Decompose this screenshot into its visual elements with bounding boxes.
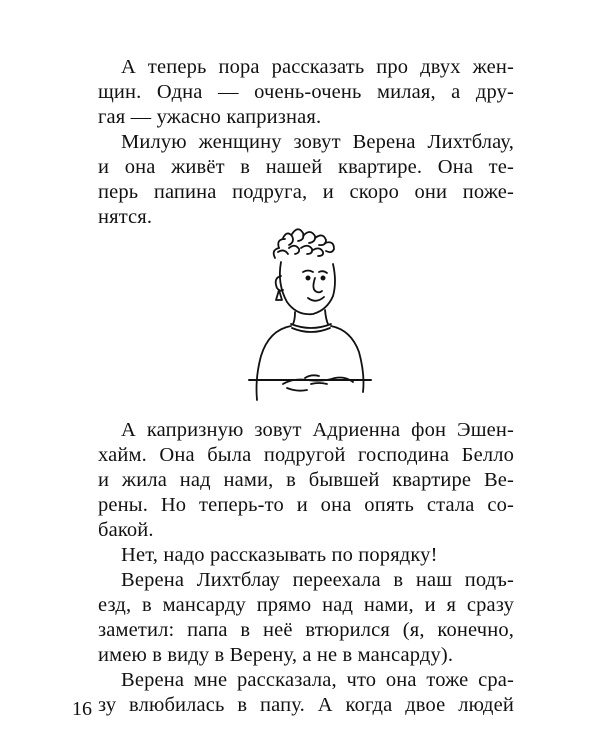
text-line: езд, в мансарду прямо над нами, и я сразу [98,594,514,616]
text-line: хайм. Она была подругой господина Белло [98,444,514,466]
text-line: А капризную зовут Адриенна фон Эшен- [121,419,514,441]
page-number: 16 [72,698,92,720]
text-line: Милую женщину зовут Верена Лихтблау, [121,131,514,153]
text-line: перь папина подруга, и скоро они поже- [98,181,514,203]
text-line: Верена Лихтблау переехала в наш подъ- [121,569,514,591]
text-line: и она живёт в нашей квартире. Она те- [98,156,514,178]
text-line: щин. Одна — очень-очень милая, а дру- [98,81,514,103]
text-line: гая — ужасно капризная. [98,106,322,128]
text-line: заметил: папа в неё втюрился (я, конечно, [98,619,514,641]
text-line: А теперь пора рассказать про двух жен- [121,56,514,78]
text-line: бакой. [98,519,154,541]
text-line: нятся. [98,206,153,228]
text-line: Нет, надо рассказывать по порядку! [121,544,438,566]
woman-portrait-drawing-icon [245,228,375,408]
text-line: и жила над нами, в бывшей квартире Ве- [98,469,514,491]
text-line: Верена мне рассказала, что она тоже сра- [121,669,514,691]
text-line: зу влюбилась в папу. А когда двое людей [98,694,514,716]
text-line: рены. Но теперь-то и она опять стала со- [98,494,514,516]
text-line: имею в виду в Верену, а не в мансарду). [98,644,454,666]
